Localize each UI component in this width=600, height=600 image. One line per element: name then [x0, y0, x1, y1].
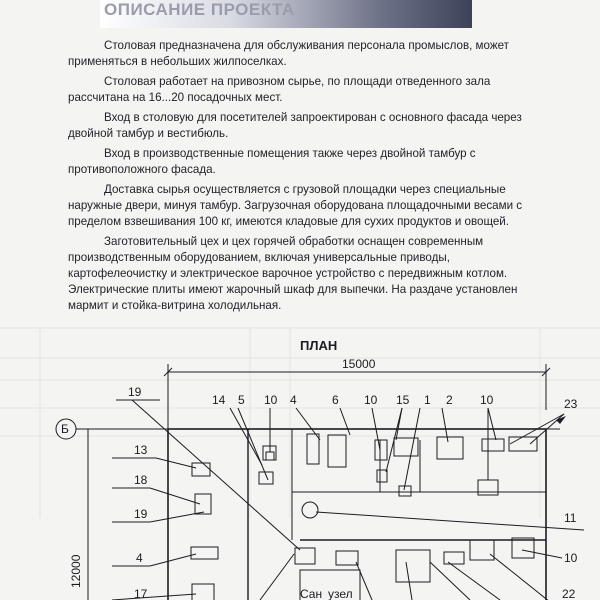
plan-label: 18	[134, 473, 148, 487]
axis-label: Б	[61, 422, 69, 436]
plan-label: 19	[134, 507, 148, 521]
plan-label: 2	[446, 393, 453, 407]
room-label: узел	[328, 587, 353, 600]
paragraph: Заготовительный цех и цех горячей обработки оснащен современным производственным оборудованием, включая универсальные приводы, картофелеочистку и электрическое варочное устройство с передвижным котлом. Электрические плиты имеют жарочный шкаф для выпечки. На раздаче установлен мармит и стойка-витрина холодильная.	[68, 235, 518, 312]
paragraph: Доставка сырья осуществляется с грузовой площадки через специальные наружные двери, минуя тамбур. Загрузочная оборудована площадочными весами с пределом взвешивания 100 кг, имеются кладовые для сухих продуктов и овощей.	[68, 183, 523, 228]
plan-label: 10	[264, 393, 278, 407]
room-label: Сан	[300, 587, 323, 600]
plan-label: 19	[128, 385, 142, 399]
plan-label: 14	[212, 393, 226, 407]
plan-label: 13	[134, 443, 148, 457]
plan-label: 10	[480, 393, 494, 407]
paragraph: Вход в столовую для посетителей запроектирован с основного фасада через двойной тамбур и вестибюль.	[68, 111, 522, 140]
plan-label: 5	[238, 393, 245, 407]
paragraph: Вход в производственные помещения также через двойной тамбур с противоположного фасада.	[68, 147, 476, 176]
plan-label: 17	[134, 587, 148, 600]
plan-label: 15	[396, 393, 410, 407]
plan-title: ПЛАН	[300, 338, 338, 353]
description-text	[68, 38, 546, 318]
plan-label: 10	[364, 393, 378, 407]
plan-label: 10	[564, 551, 578, 565]
plan-label: 6	[332, 393, 339, 407]
paragraph: Столовая предназначена для обслуживания персонала промыслов, может применяться в небольших жилпоселках.	[68, 39, 509, 68]
plan-label: 11	[564, 511, 577, 525]
dimension-height: 12000	[69, 554, 83, 588]
dimension-width: 15000	[342, 357, 376, 371]
plan-label: 4	[136, 551, 143, 565]
plan-label: 22	[562, 587, 576, 600]
paragraph: Столовая работает на привозном сырье, по площади отведенного зала рассчитана на 16...20 посадочных мест.	[68, 75, 491, 104]
floor-plan	[0, 340, 600, 600]
page-title: ОПИСАНИЕ ПРОЕКТА	[104, 0, 295, 19]
plan-label: 1	[424, 393, 431, 407]
plan-label: 4	[290, 393, 297, 407]
plan-label: 23	[564, 397, 578, 411]
